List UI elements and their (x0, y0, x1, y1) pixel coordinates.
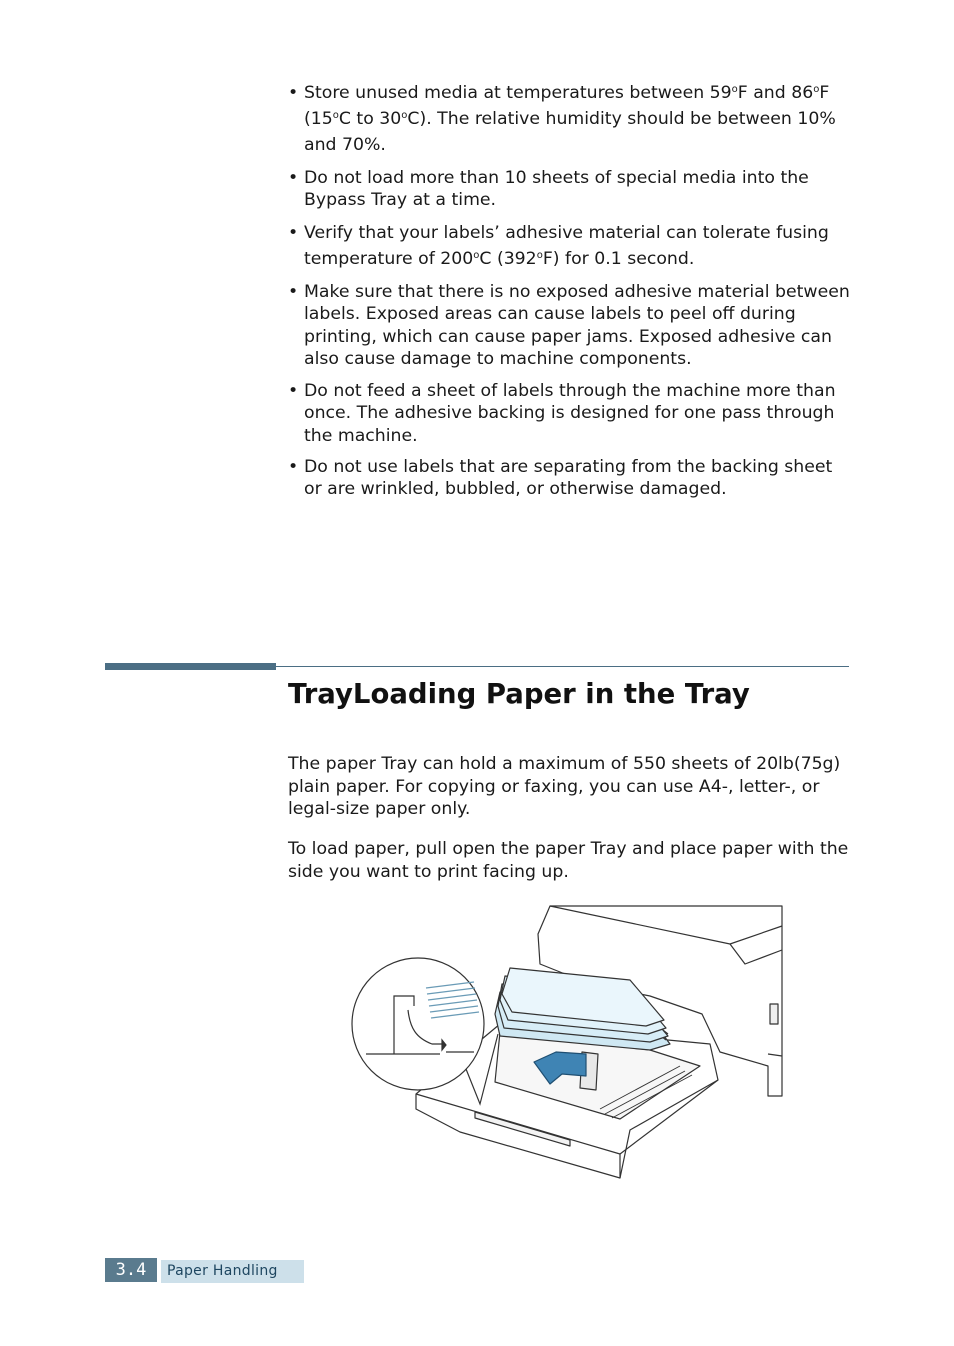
bullet-item: • Make sure that there is no exposed adhesive material between labels. Exposed areas can cause labels to peel off during printing, which can cause paper jams. Exposed adhesive can also cause damage to machine components. (288, 281, 854, 371)
bullet-item: • Store unused media at temperatures between 59$^o$F and 86$^o$F (15$^o$C to 30$^o$C). The relative humidity should be between 10% and 70%. (288, 80, 854, 158)
bullet-list (288, 80, 854, 510)
page-number: 3.4 (105, 1258, 157, 1282)
paper-tray-illustration (350, 904, 786, 1184)
bullet-item: • Do not use labels that are separating from the backing sheet or are wrinkled, bubbled, or otherwise damaged. (288, 456, 854, 501)
section-heading: TrayLoading Paper in the Tray (288, 678, 750, 710)
bullet-item: • Do not load more than 10 sheets of special media into the Bypass Tray at a time. (288, 167, 854, 212)
body-paragraph: To load paper, pull open the paper Tray and place paper with the side you want to print facing up. (288, 839, 849, 882)
bullet-item: • Verify that your labels’ adhesive material can tolerate fusing temperature of 200$^o$C (392$^o$F) for 0.1 second. (288, 220, 854, 272)
section-accent-bar (105, 663, 276, 670)
chapter-label: Paper Handling (161, 1260, 304, 1283)
section-rule (276, 666, 849, 667)
bullet-item: • Do not feed a sheet of labels through the machine more than once. The adhesive backing is designed for one pass through the machine. (288, 380, 854, 448)
body-paragraph: The paper Tray can hold a maximum of 550 sheets of 20lb(75g) plain paper. For copying or faxing, you can use A4-, letter-, or legal-size paper only. (288, 754, 841, 820)
